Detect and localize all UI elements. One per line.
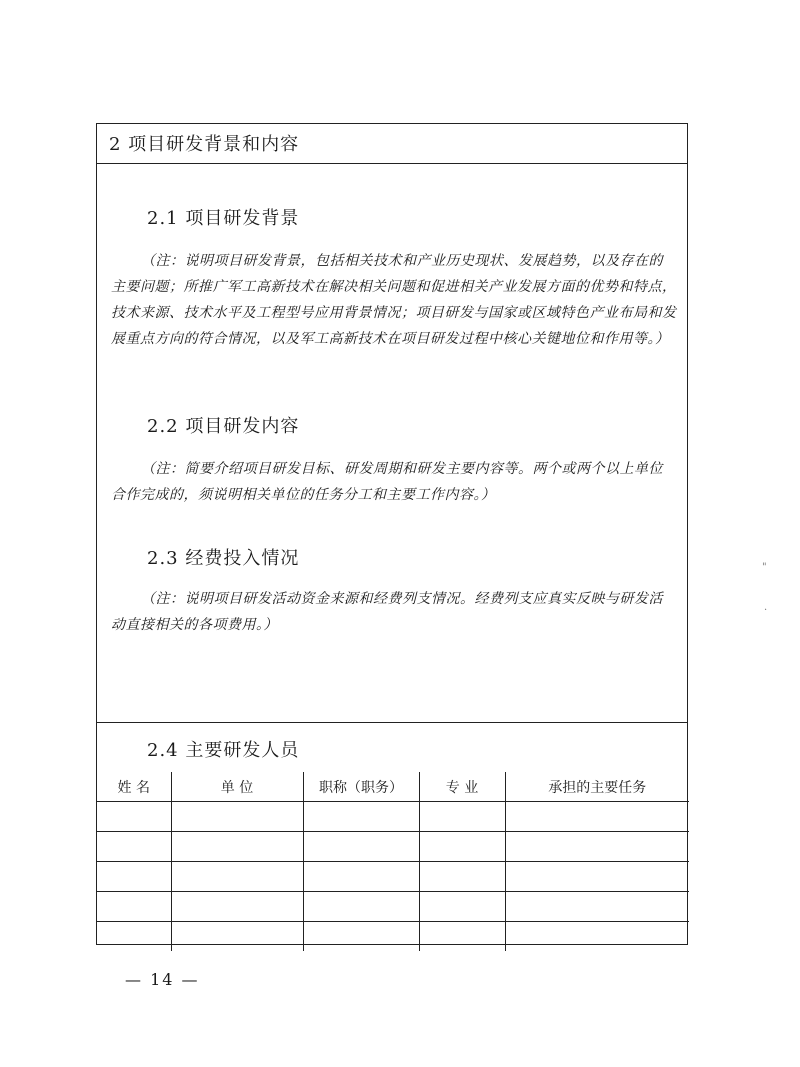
section-header xyxy=(97,124,687,164)
column-header-major: 专 业 xyxy=(419,772,505,802)
table-cell[interactable] xyxy=(303,862,419,892)
table-cell[interactable] xyxy=(505,922,689,952)
table-cell[interactable] xyxy=(419,922,505,952)
table-cell[interactable] xyxy=(303,892,419,922)
table-cell[interactable] xyxy=(419,802,505,832)
column-header-unit: 单 位 xyxy=(171,772,303,802)
table-row xyxy=(97,832,689,862)
table-row xyxy=(97,892,689,922)
table-cell[interactable] xyxy=(171,832,303,862)
section-divider xyxy=(97,722,687,723)
table-cell[interactable] xyxy=(171,862,303,892)
table-cell[interactable] xyxy=(171,802,303,832)
table-cell[interactable] xyxy=(505,862,689,892)
table-row xyxy=(97,922,689,952)
table-row xyxy=(97,862,689,892)
table-cell[interactable] xyxy=(97,832,171,862)
subsection-note-2-1: （注：说明项目研发背景，包括相关技术和产业历史现状、发展趋势，以及存在的主要问题；所推广军工高新技术在解决相关问题和促进相关产业发展方面的优势和特点，技术来源、技术水平及工程型号应用背景情况；项目研发与国家或区域特色产业布局和发展重点方向的符合情况，以及军工高新技术在项目研发过程中核心关键地位和作用等。） xyxy=(111,253,677,347)
section-title: 2 项目研发背景和内容 xyxy=(109,134,300,155)
table-cell[interactable] xyxy=(303,922,419,952)
project-form xyxy=(96,123,688,945)
table-cell[interactable] xyxy=(171,892,303,922)
subsection-note-2-3: （注：说明项目研发活动资金来源和经费列支情况。经费列支应真实反映与研发活动直接相关的各项费用。） xyxy=(111,591,663,633)
table-cell[interactable] xyxy=(505,802,689,832)
page-number: — 14 — xyxy=(125,970,200,989)
table-cell[interactable] xyxy=(303,802,419,832)
column-header-task: 承担的主要任务 xyxy=(505,772,689,802)
subsection-title-2-3: 2.3 经费投入情况 xyxy=(147,548,300,569)
table-cell[interactable] xyxy=(303,832,419,862)
subsection-title-2-2: 2.2 项目研发内容 xyxy=(147,416,300,437)
table-cell[interactable] xyxy=(171,922,303,952)
table-cell[interactable] xyxy=(505,892,689,922)
table-cell[interactable] xyxy=(505,832,689,862)
table-cell[interactable] xyxy=(97,862,171,892)
table-cell[interactable] xyxy=(419,892,505,922)
subsection-title-2-4: 2.4 主要研发人员 xyxy=(147,740,300,761)
table-row xyxy=(97,802,689,832)
scan-mark: " xyxy=(762,562,767,573)
subsection-title-2-1: 2.1 项目研发背景 xyxy=(147,208,300,229)
column-header-title: 职称（职务） xyxy=(303,772,419,802)
table-cell[interactable] xyxy=(97,922,171,952)
scan-mark: . xyxy=(764,602,768,613)
table-header-row xyxy=(97,772,689,802)
column-header-name: 姓 名 xyxy=(97,772,171,802)
subsection-note-2-2: （注：简要介绍项目研发目标、研发周期和研发主要内容等。两个或两个以上单位合作完成的，须说明相关单位的任务分工和主要工作内容。） xyxy=(111,461,663,503)
staff-table xyxy=(97,772,689,951)
table-cell[interactable] xyxy=(97,802,171,832)
table-cell[interactable] xyxy=(419,832,505,862)
table-cell[interactable] xyxy=(97,892,171,922)
table-cell[interactable] xyxy=(419,862,505,892)
